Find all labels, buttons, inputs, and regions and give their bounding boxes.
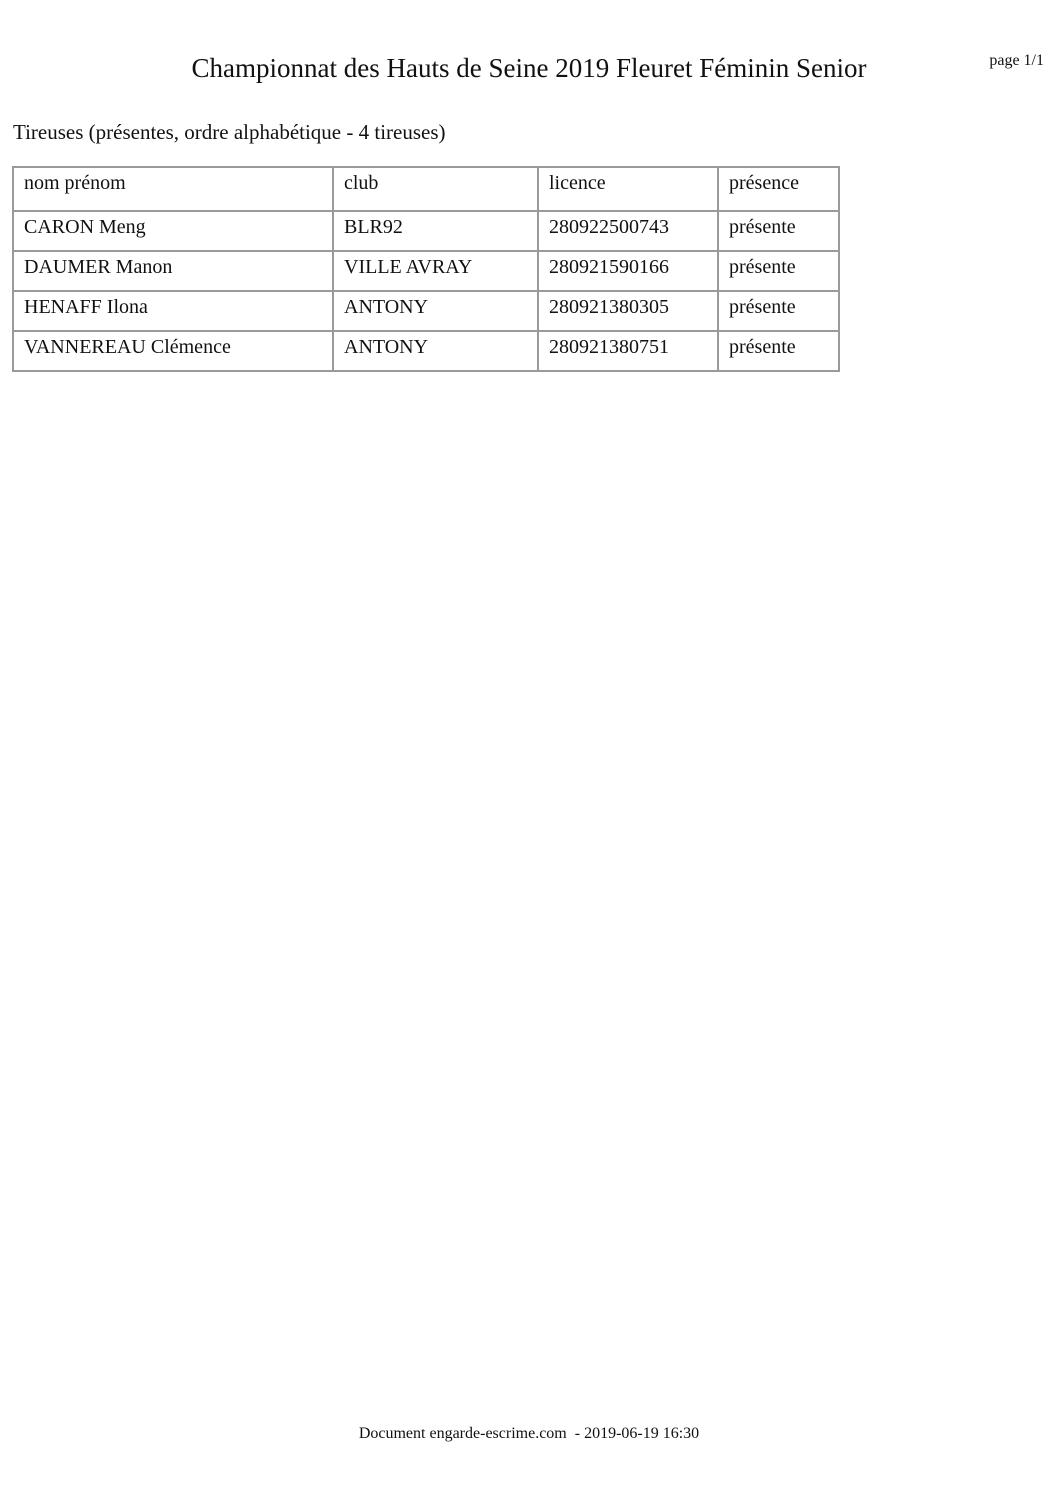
table-header-row bbox=[13, 167, 839, 211]
table-row bbox=[13, 211, 839, 251]
cell-licence: 280921590166 bbox=[538, 251, 718, 291]
table-row bbox=[13, 331, 839, 371]
column-header-presence: présence bbox=[718, 167, 839, 211]
column-header-name: nom prénom bbox=[13, 167, 333, 211]
column-header-licence: licence bbox=[538, 167, 718, 211]
cell-name: DAUMER Manon bbox=[13, 251, 333, 291]
cell-club: BLR92 bbox=[333, 211, 538, 251]
cell-club: ANTONY bbox=[333, 331, 538, 371]
cell-presence: présente bbox=[718, 291, 839, 331]
cell-name: VANNEREAU Clémence bbox=[13, 331, 333, 371]
fencers-table bbox=[12, 166, 840, 372]
cell-presence: présente bbox=[718, 251, 839, 291]
footer-text: Document engarde-escrime.com - 2019-06-19 16:30 bbox=[358, 1425, 700, 1442]
section-heading: Tireuses (présentes, ordre alphabétique - 4 tireuses) bbox=[13, 120, 446, 144]
cell-name: HENAFF Ilona bbox=[13, 291, 333, 331]
cell-presence: présente bbox=[718, 331, 839, 371]
column-header-club: club bbox=[333, 167, 538, 211]
page-title: Championnat des Hauts de Seine 2019 Fleuret Féminin Senior bbox=[191, 53, 867, 83]
cell-club: ANTONY bbox=[333, 291, 538, 331]
cell-presence: présente bbox=[718, 211, 839, 251]
cell-licence: 280922500743 bbox=[538, 211, 718, 251]
cell-name: CARON Meng bbox=[13, 211, 333, 251]
page-number: page 1/1 bbox=[989, 52, 1044, 69]
table-row bbox=[13, 291, 839, 331]
cell-licence: 280921380305 bbox=[538, 291, 718, 331]
table-row bbox=[13, 251, 839, 291]
cell-club: VILLE AVRAY bbox=[333, 251, 538, 291]
cell-licence: 280921380751 bbox=[538, 331, 718, 371]
